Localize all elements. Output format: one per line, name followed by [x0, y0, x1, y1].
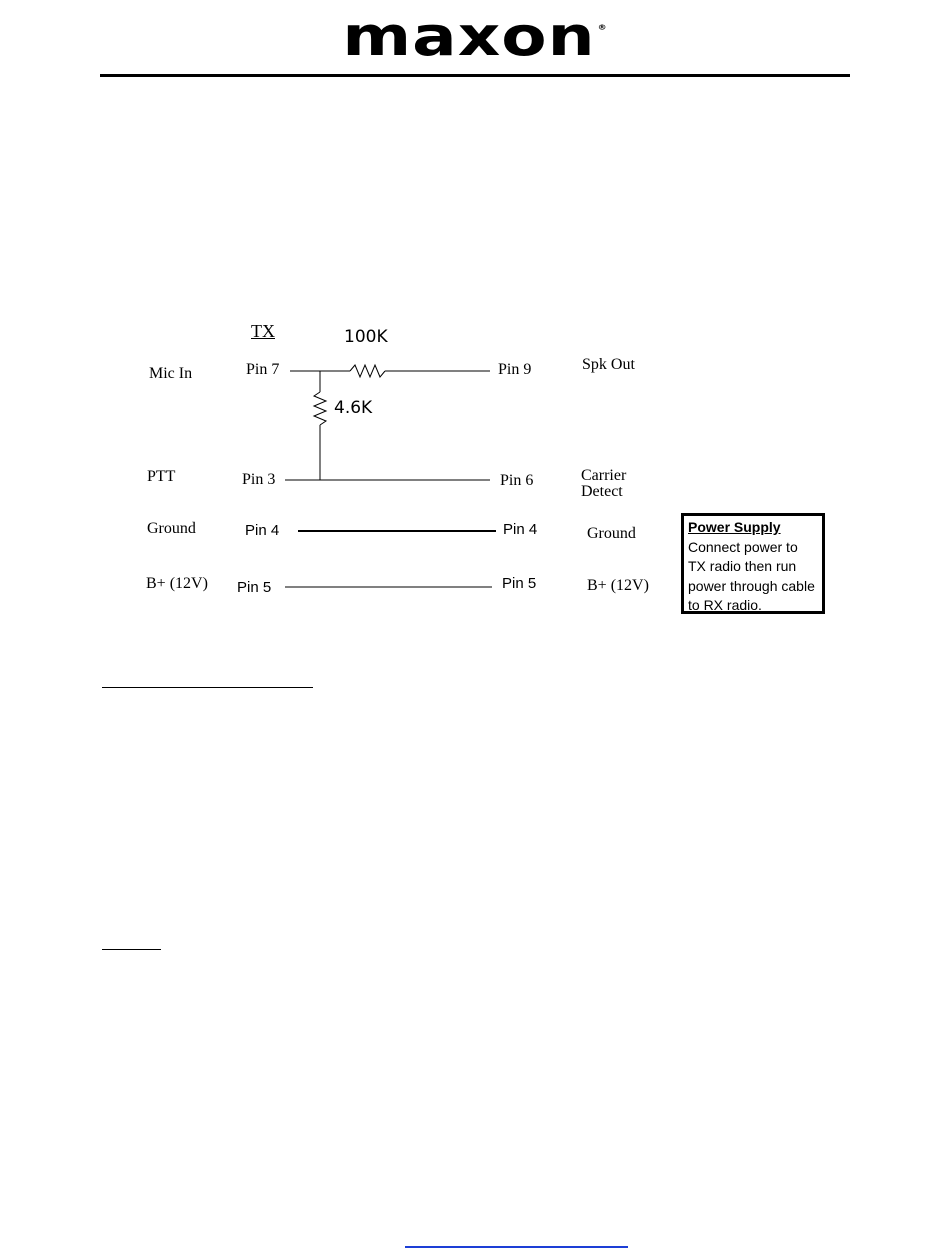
tx-pin-7: Pin 7	[246, 361, 280, 378]
rx-pin-5: Pin 5	[502, 575, 537, 592]
power-supply-title: Power Supply	[688, 519, 781, 535]
label-ground-left: Ground	[147, 520, 196, 537]
power-supply-line-1: Connect power to	[688, 538, 798, 555]
rx-pin-4: Pin 4	[503, 521, 538, 538]
footer-link-underline[interactable]	[405, 1246, 628, 1248]
label-ptt: PTT	[147, 468, 176, 485]
label-mic-in: Mic In	[149, 365, 193, 382]
resistor-100k-symbol	[350, 365, 385, 377]
power-supply-line-3: power through cable	[688, 577, 815, 594]
resistor-4k6-symbol	[314, 392, 326, 425]
section-underline-2	[102, 949, 161, 950]
tx-pin-3: Pin 3	[242, 471, 276, 488]
label-bplus-left: B+ (12V)	[146, 575, 208, 592]
power-supply-line-2: TX radio then run	[688, 558, 797, 574]
label-spk-out: Spk Out	[582, 356, 635, 373]
rx-pin-9: Pin 9	[498, 361, 532, 378]
label-ground-right: Ground	[587, 525, 636, 542]
logo-text: maxon	[342, 5, 596, 69]
tx-pin-5: Pin 5	[237, 579, 272, 596]
tx-pin-4: Pin 4	[245, 522, 280, 539]
tx-heading: TX	[251, 321, 275, 341]
rx-pin-6: Pin 6	[500, 472, 534, 489]
resistor-100k-label: 100K	[344, 327, 388, 347]
power-supply-note	[681, 513, 825, 614]
label-detect: Detect	[581, 483, 623, 500]
label-carrier: Carrier	[581, 467, 627, 484]
label-bplus-right: B+ (12V)	[587, 577, 649, 594]
section-underline-1	[102, 687, 313, 688]
registered-mark: ®	[597, 23, 608, 33]
resistor-4k6-label: 4.6K	[334, 398, 373, 418]
power-supply-line-4: to RX radio.	[688, 597, 762, 613]
